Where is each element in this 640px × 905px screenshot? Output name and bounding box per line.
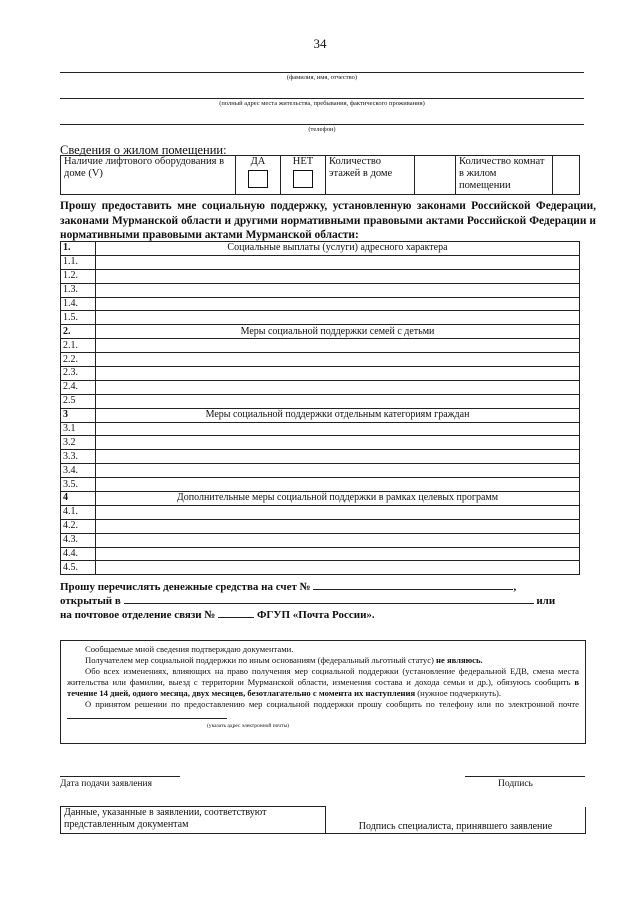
services-table [60,241,580,575]
post-office-org: ФГУП «Почта России». [256,609,375,621]
post-office-label: на почтовое отделение связи № [60,609,216,621]
service-entry[interactable] [96,561,580,575]
service-entry[interactable] [96,478,580,492]
payment-line-3 [60,608,580,621]
service-row[interactable] [61,464,580,478]
elevator-no-checkbox[interactable] [293,170,313,188]
section-number: 4 [61,492,96,506]
row-number: 1.3. [61,283,96,297]
service-entry[interactable] [96,297,580,311]
service-entry[interactable] [96,353,580,367]
row-number: 1.4. [61,297,96,311]
service-entry[interactable] [96,380,580,394]
service-entry[interactable] [96,269,580,283]
service-row[interactable] [61,505,580,519]
verification-table [60,806,586,834]
yes-label: ДА [250,156,266,167]
service-entry[interactable] [96,339,580,353]
service-row[interactable] [61,269,580,283]
service-row[interactable] [61,561,580,575]
service-row[interactable] [61,255,580,269]
elevator-label: Наличие лифтового оборудования в доме (V) [61,156,236,195]
page-number: 34 [313,36,327,51]
row-number: 4.5. [61,561,96,575]
service-entry[interactable] [96,255,580,269]
service-entry[interactable] [96,450,580,464]
section-number: 1. [61,242,96,256]
yes-cell [236,156,281,195]
section-header-row [61,325,580,339]
service-entry[interactable] [96,394,580,408]
service-row[interactable] [61,436,580,450]
row-number: 1.1. [61,255,96,269]
payment-account-label: Прошу перечислять денежные средства на счет № [60,581,311,593]
row-number: 2.5 [61,394,96,408]
section-header-row [61,492,580,506]
section-title: Меры социальной поддержки семей с детьми [96,325,580,339]
row-number: 4.2. [61,519,96,533]
row-number: 4.3. [61,533,96,547]
specialist-signature-cell[interactable] [326,807,586,834]
bank-label: открытый в [60,595,121,607]
date-line[interactable] [60,776,180,777]
post-office-field[interactable] [218,608,254,618]
row-number: 3.3. [61,450,96,464]
rooms-value[interactable] [553,156,580,195]
row-number: 4.1. [61,505,96,519]
service-row[interactable] [61,478,580,492]
payment-line-1: Прошу перечислять денежные средства на счет № , [60,581,517,593]
payment-line-2 [60,594,586,607]
row-number: 1.2. [61,269,96,283]
housing-section-title: Сведения о жилом помещении: [60,143,227,157]
service-entry[interactable] [96,505,580,519]
service-row[interactable] [61,297,580,311]
section-title: Социальные выплаты (услуги) адресного характера [96,242,580,256]
request-text: Прошу предоставить мне социальную поддержку, установленную законами Российской Федерации, законами Мурманской области и другими нормативными правовыми актами Российской Федерации и нормативными правовыми актами Мурманской области: [60,200,596,241]
service-entry[interactable] [96,519,580,533]
service-row[interactable] [61,380,580,394]
signature-label: Подпись [498,779,533,789]
service-entry[interactable] [96,311,580,325]
row-number: 2.1. [61,339,96,353]
service-row[interactable] [61,367,580,381]
section-number: 3 [61,408,96,422]
service-entry[interactable] [96,422,580,436]
service-row[interactable] [61,422,580,436]
email-field[interactable] [67,710,227,719]
row-number: 3.4. [61,464,96,478]
service-entry[interactable] [96,367,580,381]
service-row[interactable] [61,283,580,297]
documents-match-label: Данные, указанные в заявлении, соответствуют представленным документам [61,807,326,834]
service-entry[interactable] [96,436,580,450]
row-number: 4.4. [61,547,96,561]
applicant-address-caption: (полный адрес места жительства, пребывания, фактического проживания) [219,100,425,107]
service-entry[interactable] [96,533,580,547]
section-title: Меры социальной поддержки отдельным категориям граждан [96,408,580,422]
section-header-row [61,242,580,256]
service-row[interactable] [61,353,580,367]
floors-label: Количество этажей в доме [326,156,415,195]
section-title: Дополнительные меры социальной поддержки в рамках целевых программ [96,492,580,506]
declaration-contact: О принятом решении по предоставлению мер социальной поддержки прошу сообщить по телефону или по электронной почте [67,699,579,722]
service-entry[interactable] [96,464,580,478]
section-header-row [61,408,580,422]
signature-line[interactable] [465,776,585,777]
applicant-name-caption: (фамилия, имя, отчество) [286,74,358,81]
service-row[interactable] [61,519,580,533]
declaration-box [60,640,586,744]
specialist-signature-label: Подпись специалиста, принявшего заявление [358,821,553,832]
section-number: 2. [61,325,96,339]
declaration-status: Получателем мер социальной поддержки по иным основаниям (федеральный льготный статус) не являюсь. [85,655,483,665]
row-number: 2.4. [61,380,96,394]
account-number-field[interactable] [313,580,513,590]
rooms-label: Количество комнат в жилом помещении [456,156,553,195]
row-number: 1.5. [61,311,96,325]
service-row[interactable] [61,533,580,547]
service-row[interactable] [61,547,580,561]
floors-value[interactable] [415,156,456,195]
row-number: 3.2 [61,436,96,450]
declaration-changes: Обо всех изменениях, влияющих на право получения мер социальной поддержки (установление федеральной ЕДВ, смена места жительства или фамилии, выезд с территории Мурманской области, изменения состава и дохода семьи и др.), обязуюсь сообщить в течение 14 дней, одного месяца, двух месяцев, безотлагательно с момента их наступления (нужное подчеркнуть). [67,666,579,698]
no-cell [281,156,326,195]
service-row[interactable] [61,450,580,464]
housing-table [60,155,580,195]
row-number: 2.3. [61,367,96,381]
bank-field[interactable] [124,594,534,604]
row-number: 2.2. [61,353,96,367]
service-entry[interactable] [96,547,580,561]
applicant-address-line[interactable] [60,98,584,99]
date-label: Дата подачи заявления [60,779,152,789]
row-number: 3.5. [61,478,96,492]
service-row[interactable] [61,311,580,325]
row-number: 3.1 [61,422,96,436]
declaration-confirm: Сообщаемые мной сведения подтверждаю документами. [85,644,294,654]
service-row[interactable] [61,394,580,408]
service-entry[interactable] [96,283,580,297]
applicant-phone-line[interactable] [60,124,584,125]
email-caption: (указать адрес электронной почты) [207,723,289,729]
applicant-name-line[interactable] [60,72,584,73]
service-row[interactable] [61,339,580,353]
or-label: или [536,595,556,607]
applicant-phone-caption: (телефон) [308,126,336,133]
no-label: НЕТ [292,156,314,167]
elevator-yes-checkbox[interactable] [248,170,268,188]
